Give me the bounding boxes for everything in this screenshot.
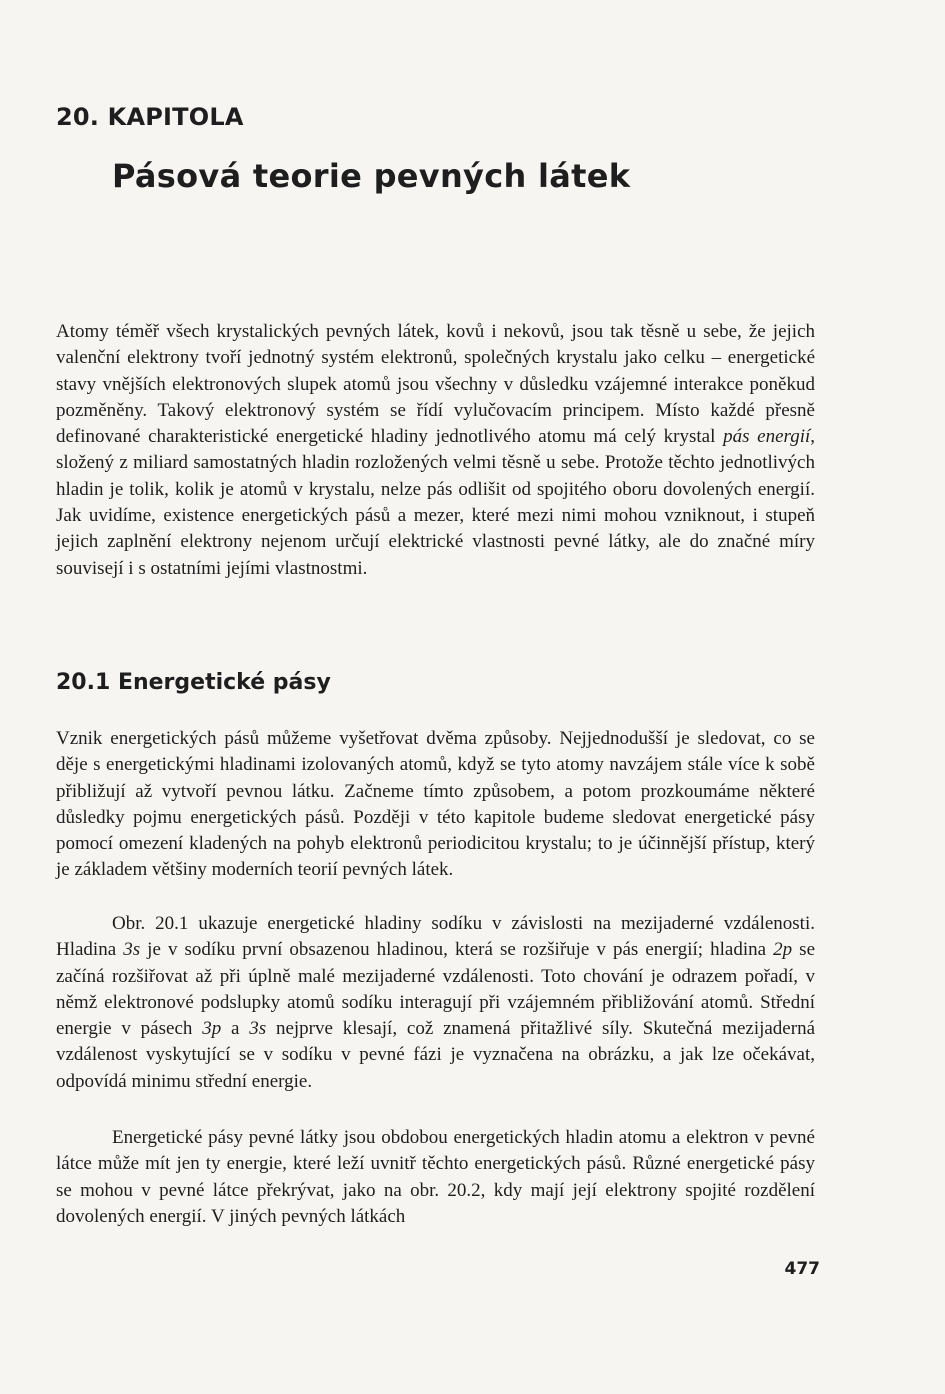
p2-text-e: nejprve klesají, což znamená přitažlivé síly. Skutečná mezijaderná vzdálenost vyskytující se v sodíku v pevné fázi je vyznačena na obrázku, a jak lze očekávat, odpovídá minimu střední energie. (56, 1018, 815, 1092)
section-heading: 20.1 Energetické pásy (56, 670, 331, 695)
p2-term-2p: 2p (773, 939, 793, 961)
intro-emphasis: pás energií (723, 426, 811, 448)
section-paragraph-2 (56, 911, 815, 1095)
page-number: 477 (784, 1259, 820, 1279)
p2-text-a: Obr. 20.1 ukazuje energetické hladiny sodíku v závislosti na mezijaderné vzdálenosti. Hladina (56, 913, 815, 961)
intro-text-part2: , složený z miliard samostatných hladin rozložených velmi těsně u sebe. Protože těchto jednotlivých hladin je tolik, kolik je atomů v krystalu, nelze pás odlišit od spojitého oboru dovolených energií. Jak uvidíme, existence energetických pásů a mezer, které mezi nimi mohou vzniknout, i stupeň jejich zaplnění elektrony nejenom určují elektrické vlastnosti pevné látky, ale do značné míry souvisejí i s ostatními jejími vlastnostmi. (56, 426, 816, 579)
p2-term-3s-second: 3s (249, 1018, 267, 1040)
section-paragraph-3: Energetické pásy pevné látky jsou obdobou energetických hladin atomu a elektron v pevné látce může mít jen ty energie, které leží uvnitř těchto energetických pásů. Různé energetické pásy se mohou v pevné látce překrývat, jako na obr. 20.2, kdy mají její elektrony spojité rozdělení dovolených energií. V jiných pevných látkách (56, 1127, 815, 1227)
p2-text-d: a (221, 1018, 250, 1040)
p2-text-b: je v sodíku první obsazenou hladinou, která se rozšiřuje v pás energií; hladina (140, 939, 774, 961)
p2-term-3s: 3s (123, 939, 141, 961)
p2-text-c: se začíná rozšiřovat až při úplně malé mezijaderné vzdálenosti. Toto chování je odrazem pořadí, v němž elektronové podslupky atomů sodíku interagují při vzájemném přibližování atomů. Střední energie v pásech (56, 939, 815, 1040)
intro-text-part1: Atomy téměř všech krystalických pevných látek, kovů i nekovů, jsou tak těsně u sebe, že jejich valenční elektrony tvoří jednotný systém elektronů, společných krystalu jako celku – energetické stavy vnějších elektronových slupek atomů jsou všechny v důsledku vzájemné interakce poněkud pozměněny. Takový elektronový systém se řídí vylučovacím principem. Místo každé přesně definované charakteristické energetické hladiny jednotlivého atomu má celý krystal (56, 321, 815, 448)
p2-term-3p: 3p (202, 1018, 222, 1040)
chapter-label: 20. KAPITOLA (56, 103, 244, 131)
section-paragraph-1: Vznik energetických pásů můžeme vyšetřovat dvěma způsoby. Nejjednodušší je sledovat, co se děje s energetickými hladinami izolovaných atomů, když se tyto atomy navzájem stále více k sobě přibližují až vytvoří pevnou látku. Začneme tímto způsobem, a potom prozkoumáme některé důsledky pojmu energetických pásů. Později v této kapitole budeme sledovat energetické pásy pomocí omezení kladených na pohyb elektronů periodicitou krystalu; to je účinnější přístup, který je základem většiny moderních teorií pevných látek. (56, 728, 815, 881)
intro-paragraph (56, 319, 815, 582)
chapter-title: Pásová teorie pevných látek (112, 157, 631, 195)
